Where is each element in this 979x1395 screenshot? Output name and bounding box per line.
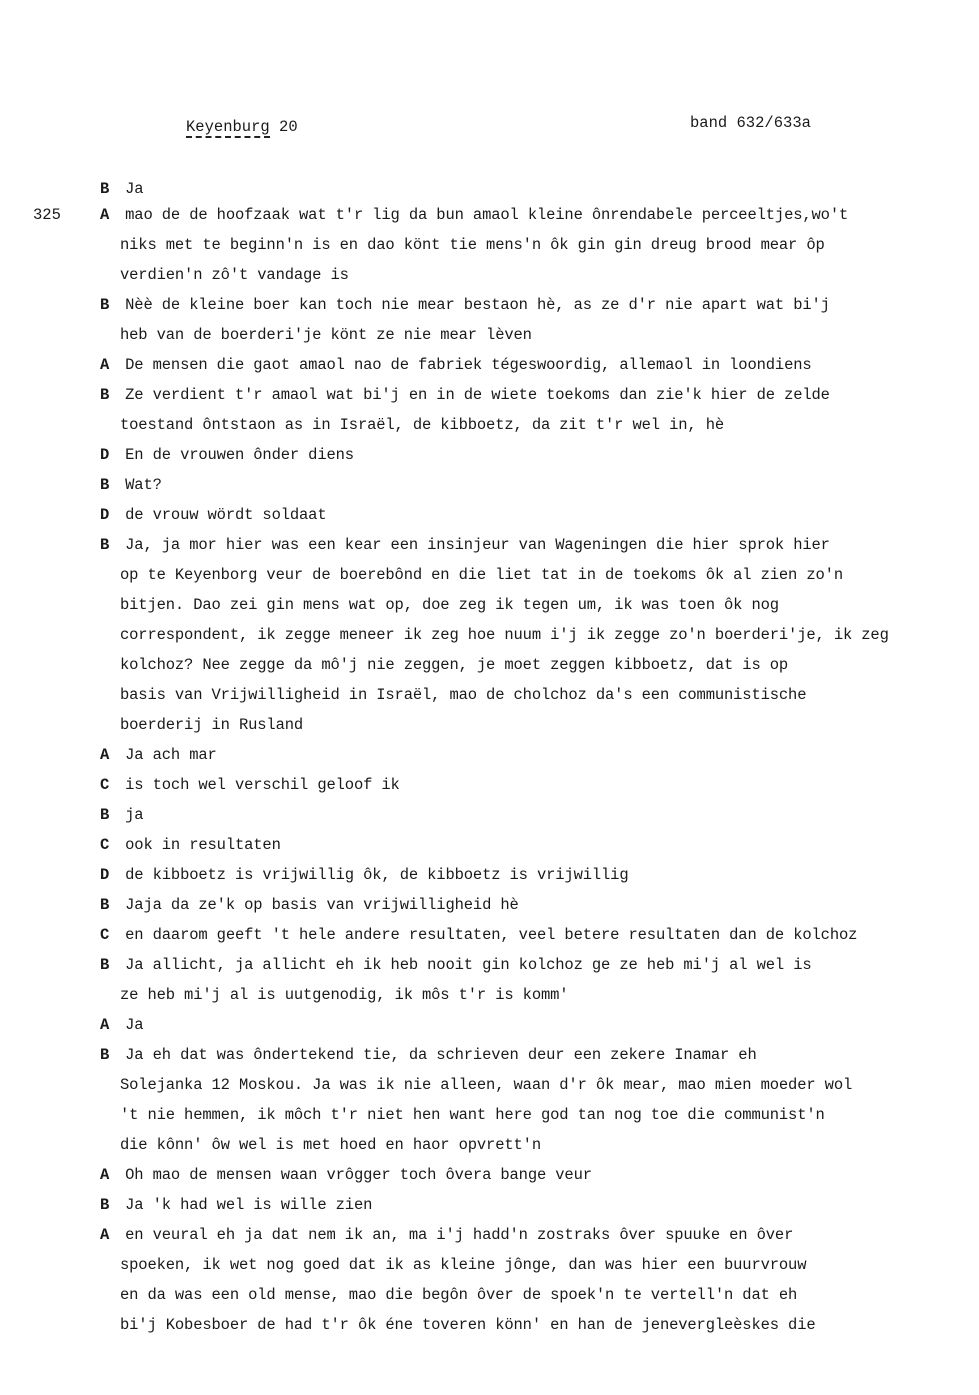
speaker-label: C xyxy=(100,926,110,944)
line-text: Ja, ja mor hier was een kear een insinjeur van Wageningen die hier sprok hier xyxy=(125,536,830,554)
line-text: Ja xyxy=(125,1016,144,1034)
transcript-line xyxy=(100,296,830,314)
line-text: spoeken, ik wet nog goed dat ik as kleine jônge, dan was hier een buurvrouw xyxy=(120,1256,807,1274)
transcript-line xyxy=(120,986,568,1004)
line-text: niks met te beginn'n is en dao könt tie mens'n ôk gin gin dreug brood mear ôp xyxy=(120,236,825,254)
speaker-label: B xyxy=(100,180,110,198)
transcript-line xyxy=(100,206,848,224)
line-text: toestand ôntstaon as in Israël, de kibboetz, da zit t'r wel in, hè xyxy=(120,416,725,434)
line-text: Oh mao de mensen waan vrôgger toch ôvera bange veur xyxy=(125,1166,592,1184)
line-text: ja xyxy=(125,806,144,824)
line-text: Wat? xyxy=(125,476,162,494)
speaker-label: B xyxy=(100,476,110,494)
speaker-label: C xyxy=(100,836,110,854)
transcript-line xyxy=(120,1136,541,1154)
line-text: correspondent, ik zegge meneer ik zeg hoe nuum i'j ik zegge zo'n boerderi'je, ik zeg xyxy=(120,626,889,644)
line-text: 't nie hemmen, ik môch t'r niet hen want here god tan nog toe die communist'n xyxy=(120,1106,825,1124)
line-text: ze heb mi'j al is uutgenodig, ik môs t'r is komm' xyxy=(120,986,569,1004)
speaker-label: D xyxy=(100,506,110,524)
speaker-label: B xyxy=(100,1046,110,1064)
line-text: en daarom geeft 't hele andere resultaten, veel betere resultaten dan de kolchoz xyxy=(125,926,858,944)
transcript-line xyxy=(120,1286,797,1304)
place-name: Keyenburg xyxy=(186,118,270,136)
line-text: verdien'n zô't vandage is xyxy=(120,266,349,284)
speaker-label: A xyxy=(100,356,110,374)
transcript-line xyxy=(120,1106,825,1124)
transcript-line xyxy=(120,266,349,284)
line-text: mao de de hoofzaak wat t'r lig da bun amaol kleine ônrendabele perceeltjes,wo't xyxy=(125,206,849,224)
speaker-label: A xyxy=(100,1166,110,1184)
line-text: Ja 'k had wel is wille zien xyxy=(125,1196,373,1214)
line-text: boerderij in Rusland xyxy=(120,716,304,734)
transcript-line xyxy=(120,626,889,644)
speaker-label: B xyxy=(100,896,110,914)
line-text: ook in resultaten xyxy=(125,836,281,854)
transcript-line xyxy=(100,536,830,554)
line-text: en da was een old mense, mao die begôn ôver de spoek'n te vertell'n dat eh xyxy=(120,1286,798,1304)
transcript-line xyxy=(100,1226,793,1244)
transcript-line xyxy=(100,926,857,944)
margin-line-number: 325 xyxy=(33,206,61,224)
transcript-line xyxy=(120,1076,852,1094)
transcript-line xyxy=(100,446,354,464)
transcript-line xyxy=(100,386,830,404)
transcript-line xyxy=(120,656,788,674)
transcript-line xyxy=(100,806,143,824)
speaker-label: B xyxy=(100,806,110,824)
line-text: Ja eh dat was ôndertekend tie, da schrieven deur een zekere Inamar eh xyxy=(125,1046,757,1064)
speaker-label: A xyxy=(100,746,110,764)
line-text: bitjen. Dao zei gin mens wat op, doe zeg ik tegen um, ik was toen ôk nog xyxy=(120,596,779,614)
speaker-label: C xyxy=(100,776,110,794)
transcript-line xyxy=(120,566,843,584)
place-number: 20 xyxy=(279,118,298,136)
line-text: en veural eh ja dat nem ik an, ma i'j hadd'n zostraks ôver spuuke en ôver xyxy=(125,1226,794,1244)
transcript-line xyxy=(120,416,724,434)
transcript-line xyxy=(100,746,217,764)
transcript-line xyxy=(100,836,281,854)
speaker-label: B xyxy=(100,956,110,974)
speaker-label: B xyxy=(100,536,110,554)
transcript-line xyxy=(120,326,532,344)
line-text: de vrouw wördt soldaat xyxy=(125,506,327,524)
transcript-line xyxy=(100,776,400,794)
line-text: Solejanka 12 Moskou. Ja was ik nie alleen, waan d'r ôk mear, mao mien moeder wol xyxy=(120,1076,853,1094)
speaker-label: A xyxy=(100,206,110,224)
transcript-line xyxy=(120,236,825,254)
transcript-line xyxy=(120,1256,806,1274)
speaker-label: D xyxy=(100,866,110,884)
band-number: band 632/633a xyxy=(690,114,811,132)
line-text: De mensen die gaot amaol nao de fabriek tégeswoordig, allemaol in loondiens xyxy=(125,356,812,374)
speaker-label: D xyxy=(100,446,110,464)
transcript-line xyxy=(100,356,812,374)
speaker-label: A xyxy=(100,1226,110,1244)
transcript-line xyxy=(100,180,143,198)
line-text: Ja allicht, ja allicht eh ik heb nooit gin kolchoz ge ze heb mi'j al wel is xyxy=(125,956,812,974)
transcript-line xyxy=(100,506,327,524)
transcript-line xyxy=(100,1196,372,1214)
line-text: kolchoz? Nee zegge da mô'j nie zeggen, je moet zeggen kibboetz, dat is op xyxy=(120,656,789,674)
speaker-label: B xyxy=(100,386,110,404)
line-text: die kônn' ôw wel is met hoed en haor opvrett'n xyxy=(120,1136,541,1154)
line-text: op te Keyenborg veur de boerebônd en die liet tat in de toekoms ôk al zien zo'n xyxy=(120,566,843,584)
transcript-line xyxy=(120,686,806,704)
line-text: En de vrouwen ônder diens xyxy=(125,446,354,464)
speaker-label: B xyxy=(100,296,110,314)
line-text: Ja xyxy=(125,180,144,198)
line-text: basis van Vrijwilligheid in Israël, mao de cholchoz da's een communistische xyxy=(120,686,807,704)
transcript-line xyxy=(100,1046,757,1064)
speaker-label: B xyxy=(100,1196,110,1214)
line-text: heb van de boerderi'je könt ze nie mear lèven xyxy=(120,326,532,344)
transcript-line xyxy=(120,596,779,614)
line-text: Jaja da ze'k op basis van vrijwilligheid hè xyxy=(125,896,519,914)
transcript-line xyxy=(120,1316,816,1334)
transcript-line xyxy=(100,896,519,914)
transcript-line xyxy=(100,866,629,884)
line-text: bi'j Kobesboer de had t'r ôk éne toveren könn' en han de jenevergleèskes die xyxy=(120,1316,816,1334)
line-text: is toch wel verschil geloof ik xyxy=(125,776,400,794)
transcript-line xyxy=(100,476,162,494)
line-text: Nèè de kleine boer kan toch nie mear bestaon hè, as ze d'r nie apart wat bi'j xyxy=(125,296,830,314)
line-text: Ze verdient t'r amaol wat bi'j en in de wiete toekoms dan zie'k hier de zelde xyxy=(125,386,830,404)
speaker-label: A xyxy=(100,1016,110,1034)
transcript-line xyxy=(100,1166,592,1184)
transcript-line xyxy=(100,956,812,974)
transcript-line xyxy=(120,716,303,734)
page-header-place xyxy=(186,118,298,136)
transcript-line xyxy=(100,1016,143,1034)
line-text: Ja ach mar xyxy=(125,746,217,764)
line-text: de kibboetz is vrijwillig ôk, de kibboetz is vrijwillig xyxy=(125,866,629,884)
